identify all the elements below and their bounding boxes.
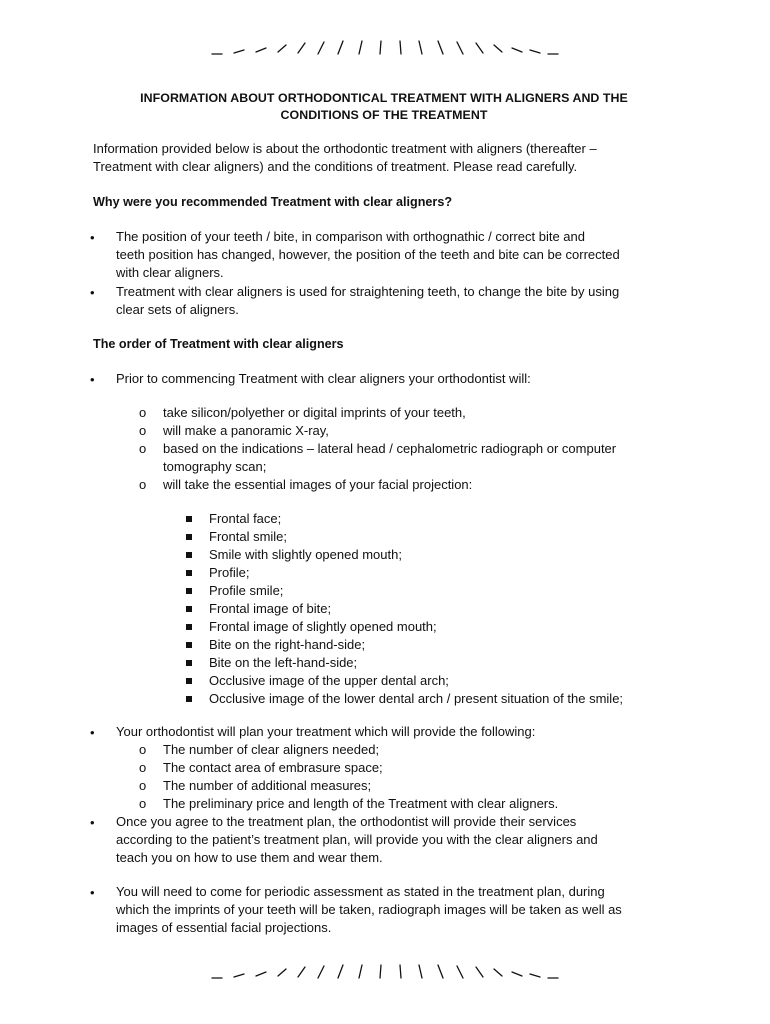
square-bullet-marker xyxy=(186,588,192,594)
list-item: The contact area of embrasure space; xyxy=(163,760,383,775)
list-item: Frontal face; xyxy=(209,511,282,526)
square-bullet-marker xyxy=(186,660,192,666)
list-item: based on the indications – lateral head / cephalometric radiograph or computer tomography scan; xyxy=(163,441,617,474)
square-bullet-marker xyxy=(186,570,192,576)
square-bullet-marker xyxy=(186,696,192,702)
list-item: will take the essential images of your facial projection: xyxy=(163,477,473,492)
list-item: Occlusive image of the lower dental arch / present situation of the smile; xyxy=(209,691,624,706)
square-bullet-marker xyxy=(186,606,192,612)
square-bullet-marker xyxy=(186,516,192,522)
list-item: Bite on the left-hand-side; xyxy=(209,655,358,670)
title-line: INFORMATION ABOUT ORTHODONTICAL TREATMENT WITH ALIGNERS AND THE xyxy=(140,91,628,105)
bullet-marker: • xyxy=(90,372,95,387)
top-decorative-divider xyxy=(0,38,770,58)
circle-marker: o xyxy=(139,778,147,793)
circle-marker: o xyxy=(139,796,147,811)
list-item: Bite on the right-hand-side; xyxy=(209,637,366,652)
list-item: Your orthodontist will plan your treatment which will provide the following: xyxy=(116,724,536,739)
list-item: Frontal image of bite; xyxy=(209,601,332,616)
circle-marker: o xyxy=(139,760,147,775)
bottom-decorative-divider xyxy=(0,962,770,982)
intro-paragraph xyxy=(93,140,693,176)
list-item: Occlusive image of the upper dental arch; xyxy=(209,673,449,688)
document-title xyxy=(95,90,673,124)
bullet-marker: • xyxy=(90,285,95,300)
circle-marker: o xyxy=(139,405,147,420)
list-item: Profile smile; xyxy=(209,583,284,598)
circle-marker: o xyxy=(139,423,147,438)
list-item: Profile; xyxy=(209,565,250,580)
bullet-marker: • xyxy=(90,815,95,830)
square-bullet-marker xyxy=(186,552,192,558)
intro-line: Information provided below is about the orthodontic treatment with aligners (thereafter – xyxy=(93,141,597,156)
section-heading-why: Why were you recommended Treatment with clear aligners? xyxy=(93,195,453,209)
square-bullet-marker xyxy=(186,678,192,684)
list-item: Frontal smile; xyxy=(209,529,288,544)
bullet-marker: • xyxy=(90,725,95,740)
list-item: You will need to come for periodic assessment as stated in the treatment plan, during which the imprints of your teeth will be taken, radiograph images will be taken as well as images of essential facial projections. xyxy=(116,884,622,935)
list-item: Prior to commencing Treatment with clear aligners your orthodontist will: xyxy=(116,371,531,386)
circle-marker: o xyxy=(139,742,147,757)
circle-marker: o xyxy=(139,477,147,492)
square-bullet-marker xyxy=(186,642,192,648)
bullet-marker: • xyxy=(90,885,95,900)
list-item: The number of clear aligners needed; xyxy=(163,742,380,757)
list-item: The number of additional measures; xyxy=(163,778,372,793)
title-line: CONDITIONS OF THE TREATMENT xyxy=(280,108,488,122)
square-bullet-marker xyxy=(186,534,192,540)
square-bullet-marker xyxy=(186,624,192,630)
circle-marker: o xyxy=(139,441,147,456)
list-item: Smile with slightly opened mouth; xyxy=(209,547,402,562)
list-item: The position of your teeth / bite, in comparison with orthognathic / correct bite and teeth position has changed, however, the position of the teeth and bite can be corrected with clear aligners. xyxy=(116,229,620,280)
list-item: take silicon/polyether or digital imprints of your teeth, xyxy=(163,405,466,420)
bullet-marker: • xyxy=(90,230,95,245)
section-heading-order: The order of Treatment with clear aligners xyxy=(93,337,344,351)
intro-line: Treatment with clear aligners) and the conditions of treatment. Please read carefully. xyxy=(93,159,578,174)
list-item: Frontal image of slightly opened mouth; xyxy=(209,619,437,634)
list-item: Treatment with clear aligners is used for straightening teeth, to change the bite by using clear sets of aligners. xyxy=(116,284,620,317)
list-item: The preliminary price and length of the Treatment with clear aligners. xyxy=(163,796,559,811)
list-item: will make a panoramic X-ray, xyxy=(163,423,329,438)
list-item: Once you agree to the treatment plan, the orthodontist will provide their services according to the patient’s treatment plan, will provide you with the clear aligners and teach you on how to use them and wear them. xyxy=(116,814,598,865)
